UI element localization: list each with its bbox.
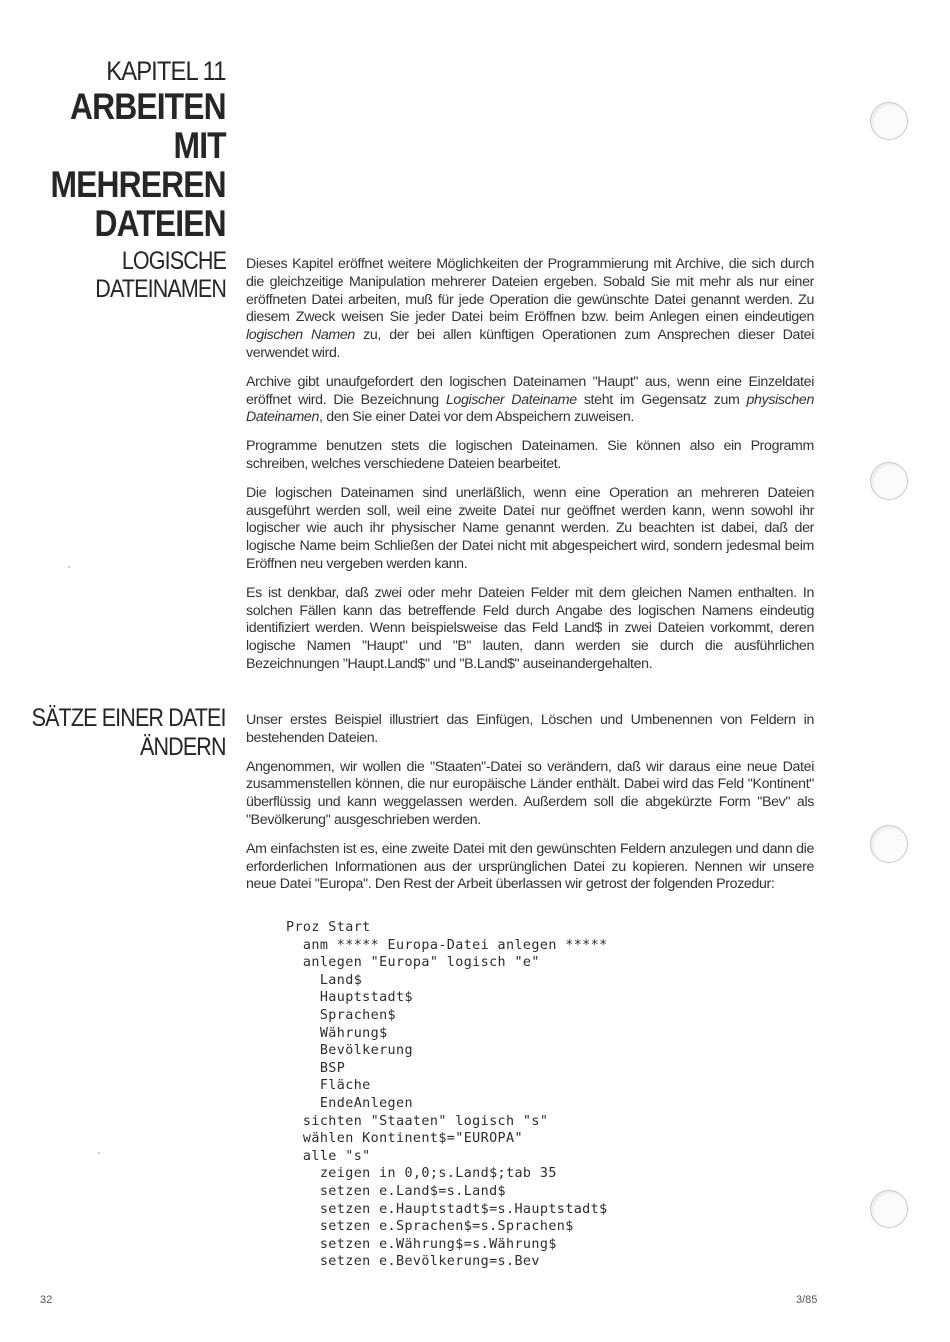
section2-body (246, 712, 814, 905)
section-heading-modify-records (32, 704, 226, 762)
section-heading-line: ÄNDERN (140, 733, 226, 761)
punch-hole (870, 462, 908, 500)
paragraph: Am einfachsten ist es, eine zweite Datei mit den gewünschten Feldern anzulegen und dann die erforderlichen Informationen aus der ursprünglichen Datei zu kopieren. Nennen wir unsere neue Datei "Europa". Den Rest der Arbeit überlassen wir getrost der folgenden Prozedur: (246, 840, 814, 893)
code-line: anlegen "Europa" logisch "e" (286, 955, 540, 971)
paragraph: Die logischen Dateinamen sind unerläßlich, wenn eine Operation an mehreren Dateien ausgeführt werden soll, weil eine zweite Datei nur geöffnet werden kann, wenn sowohl ihr logischer wie auch ihr physischer Name genannt werden. Zu beachten ist dabei, daß der logische Name beim Schließen der Datei nicht mit abgespeichert wird, sondern jedesmal beim Eröffnen neu vergeben werden kann. (246, 484, 814, 572)
code-line: setzen e.Land$=s.Land$ (286, 1183, 507, 1199)
code-line: wählen Kontinent$="EUROPA" (286, 1131, 523, 1147)
section-heading-line: DATEINAMEN (95, 275, 226, 303)
paragraph: Archive gibt unaufgefordert den logischen Dateinamen "Haupt" aus, wenn eine Einzeldatei eröffnet wird. Die Bezeichnung Logischer Dateiname steht im Gegensatz zum physischen Dateinamen, den Sie einer Datei vor dem Abspeichern zuweisen. (246, 373, 814, 426)
code-line: Proz Start (286, 920, 371, 935)
code-line: setzen e.Währung$=s.Währung$ (286, 1236, 557, 1252)
page-number: 32 (40, 1294, 53, 1306)
paragraph: Programme benutzen stets die logischen Dateinamen. Sie können also ein Programm schreiben, welches verschiedene Dateien bearbeitet. (246, 438, 814, 472)
paragraph: Angenommen, wir wollen die "Staaten"-Datei so verändern, daß wir daraus eine neue Datei zusammenstellen können, die nur europäische Länder enthält. Dabei wird das Feld "Kontinent" überflüssig und kann weggelassen werden. Außerdem soll die abgekürzte Form "Bev" als "Bevölkerung" ausgeschrieben werden. (246, 758, 814, 828)
code-line: anm ***** Europa-Datei anlegen ***** (286, 937, 608, 953)
section-heading-line: LOGISCHE (121, 247, 226, 275)
speck (98, 1152, 100, 1154)
section-heading-line: SÄTZE EINER DATEI (31, 704, 226, 732)
chapter-title-line: MIT (173, 125, 226, 166)
chapter-title-line: ARBEITEN (70, 86, 226, 127)
code-line: Land$ (286, 972, 363, 988)
code-line: Sprachen$ (286, 1007, 397, 1023)
paragraph: Unser erstes Beispiel illustriert das Einfügen, Löschen und Umbenennen von Feldern in bestehenden Dateien. (246, 712, 814, 746)
chapter-title-line: MEHREREN (50, 164, 226, 205)
speck (68, 566, 70, 568)
code-line: setzen e.Sprachen$=s.Sprachen$ (286, 1219, 574, 1235)
code-line: Fläche (286, 1078, 371, 1094)
paragraph: Es ist denkbar, daß zwei oder mehr Dateien Felder mit dem gleichen Namen enthalten. In solchen Fällen kann das betreffende Feld durch Angabe des logischen Namens eindeutig identifiziert werden. Wenn beispielsweise das Feld Land$ in zwei Dateien vorkommt, deren logische Namen "Haupt" und "B" lauten, dann werden sie durch die ausführlichen Bezeichnungen "Haupt.Land$" und "B.Land$" auseinandergehalten. (246, 584, 814, 672)
code-line: Währung$ (286, 1025, 388, 1041)
code-line: EndeAnlegen (286, 1095, 413, 1111)
chapter-number: KAPITEL 11 (106, 56, 226, 86)
code-line: sichten "Staaten" logisch "s" (286, 1113, 549, 1129)
chapter-title (51, 87, 226, 243)
chapter-title-line: DATEIEN (94, 203, 226, 244)
version-label: 3/85 (796, 1294, 818, 1306)
code-line: BSP (286, 1060, 346, 1076)
code-line: setzen e.Bevölkerung=s.Bev (286, 1254, 540, 1270)
code-line: alle "s" (286, 1148, 371, 1164)
code-listing (286, 919, 608, 1271)
punch-hole (870, 825, 908, 863)
punch-hole (870, 102, 908, 140)
code-line: zeigen in 0,0;s.Land$;tab 35 (286, 1166, 557, 1182)
code-line: setzen e.Hauptstadt$=s.Hauptstadt$ (286, 1201, 608, 1217)
section1-body (246, 256, 814, 685)
code-line: Bevölkerung (286, 1043, 413, 1059)
code-line: Hauptstadt$ (286, 990, 413, 1006)
section-heading-logical-filenames (95, 247, 226, 303)
paragraph: Dieses Kapitel eröffnet weitere Möglichkeiten der Programmierung mit Archive, die sich durch die gleichzeitige Manipulation mehrerer Dateien ergeben. Sobald Sie mit mehr als nur einer eröffneten Datei arbeiten, muß für jede Operation die gewünschte Datei genannt werden. Zu diesem Zweck weisen Sie jeder Datei beim Eröffnen bzw. beim Anlegen einen eindeutigen logischen Namen zu, der bei allen künftigen Operationen zum Ansprechen dieser Datei verwendet wird. (246, 256, 815, 361)
punch-hole (870, 1190, 908, 1228)
